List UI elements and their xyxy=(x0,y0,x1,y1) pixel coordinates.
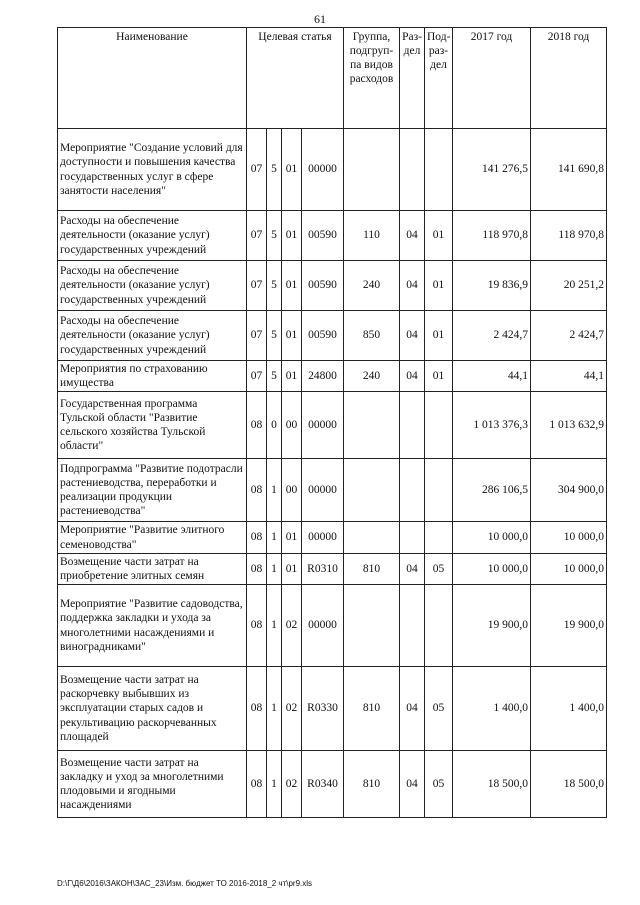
target-code-1: 07 xyxy=(247,129,267,211)
target-code-1: 07 xyxy=(247,211,267,261)
table-row xyxy=(58,129,607,211)
row-name: Возмещение части затрат на приобретение элитных семян xyxy=(58,554,247,585)
amount-2017: 10 000,0 xyxy=(453,522,531,554)
amount-2017: 286 106,5 xyxy=(453,459,531,522)
target-code-2: 0 xyxy=(267,392,282,459)
header-year-2017: 2017 год xyxy=(453,28,531,129)
header-section: Раз-дел xyxy=(400,28,425,129)
table-row xyxy=(58,585,607,667)
target-code-4: R0310 xyxy=(302,554,344,585)
target-code-2: 5 xyxy=(267,129,282,211)
section: 04 xyxy=(400,667,425,751)
table-row xyxy=(58,211,607,261)
target-code-4: 00000 xyxy=(302,459,344,522)
subsection xyxy=(425,392,453,459)
target-code-3: 01 xyxy=(282,522,302,554)
amount-2017: 19 900,0 xyxy=(453,585,531,667)
budget-table xyxy=(57,27,607,818)
amount-2018: 141 690,8 xyxy=(531,129,607,211)
subsection: 01 xyxy=(425,261,453,311)
target-code-1: 08 xyxy=(247,459,267,522)
amount-2017: 18 500,0 xyxy=(453,751,531,818)
target-code-3: 00 xyxy=(282,392,302,459)
expense-group: 240 xyxy=(344,361,400,392)
row-name: Мероприятие "Создание условий для доступности и повышения качества государственных услуг в сфере занятости населения" xyxy=(58,129,247,211)
header-year-2018: 2018 год xyxy=(531,28,607,129)
row-name: Расходы на обеспечение деятельности (оказание услуг) государственных учреждений xyxy=(58,261,247,311)
footer-file-path: D:\Г\Д6\2016\ЗАКОН\ЗАС_23\Изм. бюджет ТО 2016-2018_2 чт\pr9.xls xyxy=(57,879,313,888)
amount-2018: 118 970,8 xyxy=(531,211,607,261)
header-target-article: Целевая статья xyxy=(247,28,344,129)
section xyxy=(400,585,425,667)
expense-group: 240 xyxy=(344,261,400,311)
target-code-2: 5 xyxy=(267,261,282,311)
target-code-3: 01 xyxy=(282,211,302,261)
amount-2018: 18 500,0 xyxy=(531,751,607,818)
table-row xyxy=(58,554,607,585)
row-name: Мероприятия по страхованию имущества xyxy=(58,361,247,392)
table-row xyxy=(58,361,607,392)
amount-2018: 44,1 xyxy=(531,361,607,392)
table-row xyxy=(58,667,607,751)
target-code-1: 08 xyxy=(247,392,267,459)
target-code-4: 00590 xyxy=(302,311,344,361)
amount-2018: 10 000,0 xyxy=(531,554,607,585)
expense-group: 850 xyxy=(344,311,400,361)
target-code-2: 1 xyxy=(267,459,282,522)
target-code-2: 1 xyxy=(267,522,282,554)
expense-group: 810 xyxy=(344,554,400,585)
target-code-1: 07 xyxy=(247,261,267,311)
target-code-4: 00000 xyxy=(302,129,344,211)
target-code-1: 07 xyxy=(247,361,267,392)
row-name: Государственная программа Тульской области "Развитие сельского хозяйства Тульской области" xyxy=(58,392,247,459)
subsection: 05 xyxy=(425,751,453,818)
amount-2018: 1 013 632,9 xyxy=(531,392,607,459)
target-code-2: 5 xyxy=(267,311,282,361)
expense-group xyxy=(344,392,400,459)
expense-group xyxy=(344,522,400,554)
row-name: Подпрограмма "Развитие подотрасли растениеводства, переработки и реализации продукции растениеводства" xyxy=(58,459,247,522)
amount-2017: 2 424,7 xyxy=(453,311,531,361)
subsection: 01 xyxy=(425,361,453,392)
target-code-3: 01 xyxy=(282,554,302,585)
target-code-2: 1 xyxy=(267,554,282,585)
target-code-4: 24800 xyxy=(302,361,344,392)
table-row xyxy=(58,522,607,554)
page-number: 61 xyxy=(314,12,326,26)
header-row xyxy=(58,28,607,129)
section xyxy=(400,459,425,522)
target-code-2: 5 xyxy=(267,361,282,392)
amount-2017: 141 276,5 xyxy=(453,129,531,211)
target-code-1: 08 xyxy=(247,554,267,585)
table-row xyxy=(58,751,607,818)
section: 04 xyxy=(400,751,425,818)
target-code-2: 1 xyxy=(267,585,282,667)
amount-2017: 10 000,0 xyxy=(453,554,531,585)
subsection xyxy=(425,129,453,211)
header-subsection: Под-раз-дел xyxy=(425,28,453,129)
subsection: 05 xyxy=(425,667,453,751)
row-name: Мероприятие "Развитие садоводства, поддержка закладки и ухода за многолетними насаждениями и виноградниками" xyxy=(58,585,247,667)
target-code-4: R0340 xyxy=(302,751,344,818)
expense-group xyxy=(344,129,400,211)
section xyxy=(400,392,425,459)
subsection: 01 xyxy=(425,211,453,261)
section: 04 xyxy=(400,211,425,261)
header-name: Наименование xyxy=(58,28,247,129)
subsection xyxy=(425,585,453,667)
target-code-4: 00590 xyxy=(302,261,344,311)
subsection xyxy=(425,459,453,522)
target-code-1: 07 xyxy=(247,311,267,361)
target-code-3: 01 xyxy=(282,361,302,392)
row-name: Возмещение части затрат на закладку и уход за многолетними плодовыми и ягодными насаждениями xyxy=(58,751,247,818)
target-code-2: 1 xyxy=(267,751,282,818)
header-expense-group: Группа, подгруп-па видов расходов xyxy=(344,28,400,129)
amount-2017: 118 970,8 xyxy=(453,211,531,261)
row-name: Возмещение части затрат на раскорчевку выбывших из эксплуатации старых садов и рекультивацию раскорчеванных площадей xyxy=(58,667,247,751)
target-code-2: 1 xyxy=(267,667,282,751)
amount-2018: 20 251,2 xyxy=(531,261,607,311)
target-code-3: 02 xyxy=(282,585,302,667)
target-code-4: 00590 xyxy=(302,211,344,261)
amount-2017: 19 836,9 xyxy=(453,261,531,311)
amount-2018: 304 900,0 xyxy=(531,459,607,522)
target-code-3: 01 xyxy=(282,311,302,361)
target-code-3: 01 xyxy=(282,129,302,211)
target-code-1: 08 xyxy=(247,522,267,554)
target-code-4: 00000 xyxy=(302,392,344,459)
amount-2018: 19 900,0 xyxy=(531,585,607,667)
target-code-1: 08 xyxy=(247,667,267,751)
amount-2018: 1 400,0 xyxy=(531,667,607,751)
amount-2018: 10 000,0 xyxy=(531,522,607,554)
expense-group xyxy=(344,459,400,522)
target-code-1: 08 xyxy=(247,585,267,667)
amount-2017: 44,1 xyxy=(453,361,531,392)
section: 04 xyxy=(400,261,425,311)
target-code-4: 00000 xyxy=(302,522,344,554)
section xyxy=(400,129,425,211)
section: 04 xyxy=(400,554,425,585)
target-code-4: R0330 xyxy=(302,667,344,751)
table-body xyxy=(58,129,607,818)
target-code-3: 02 xyxy=(282,751,302,818)
subsection: 05 xyxy=(425,554,453,585)
table-row xyxy=(58,261,607,311)
target-code-3: 00 xyxy=(282,459,302,522)
expense-group: 110 xyxy=(344,211,400,261)
row-name: Расходы на обеспечение деятельности (оказание услуг) государственных учреждений xyxy=(58,311,247,361)
row-name: Мероприятие "Развитие элитного семеноводства" xyxy=(58,522,247,554)
section xyxy=(400,522,425,554)
expense-group: 810 xyxy=(344,667,400,751)
amount-2018: 2 424,7 xyxy=(531,311,607,361)
target-code-4: 00000 xyxy=(302,585,344,667)
table-row xyxy=(58,311,607,361)
table-row xyxy=(58,459,607,522)
target-code-2: 5 xyxy=(267,211,282,261)
section: 04 xyxy=(400,361,425,392)
amount-2017: 1 013 376,3 xyxy=(453,392,531,459)
amount-2017: 1 400,0 xyxy=(453,667,531,751)
target-code-1: 08 xyxy=(247,751,267,818)
section: 04 xyxy=(400,311,425,361)
target-code-3: 01 xyxy=(282,261,302,311)
target-code-3: 02 xyxy=(282,667,302,751)
expense-group xyxy=(344,585,400,667)
expense-group: 810 xyxy=(344,751,400,818)
table-row xyxy=(58,392,607,459)
row-name: Расходы на обеспечение деятельности (оказание услуг) государственных учреждений xyxy=(58,211,247,261)
subsection xyxy=(425,522,453,554)
subsection: 01 xyxy=(425,311,453,361)
